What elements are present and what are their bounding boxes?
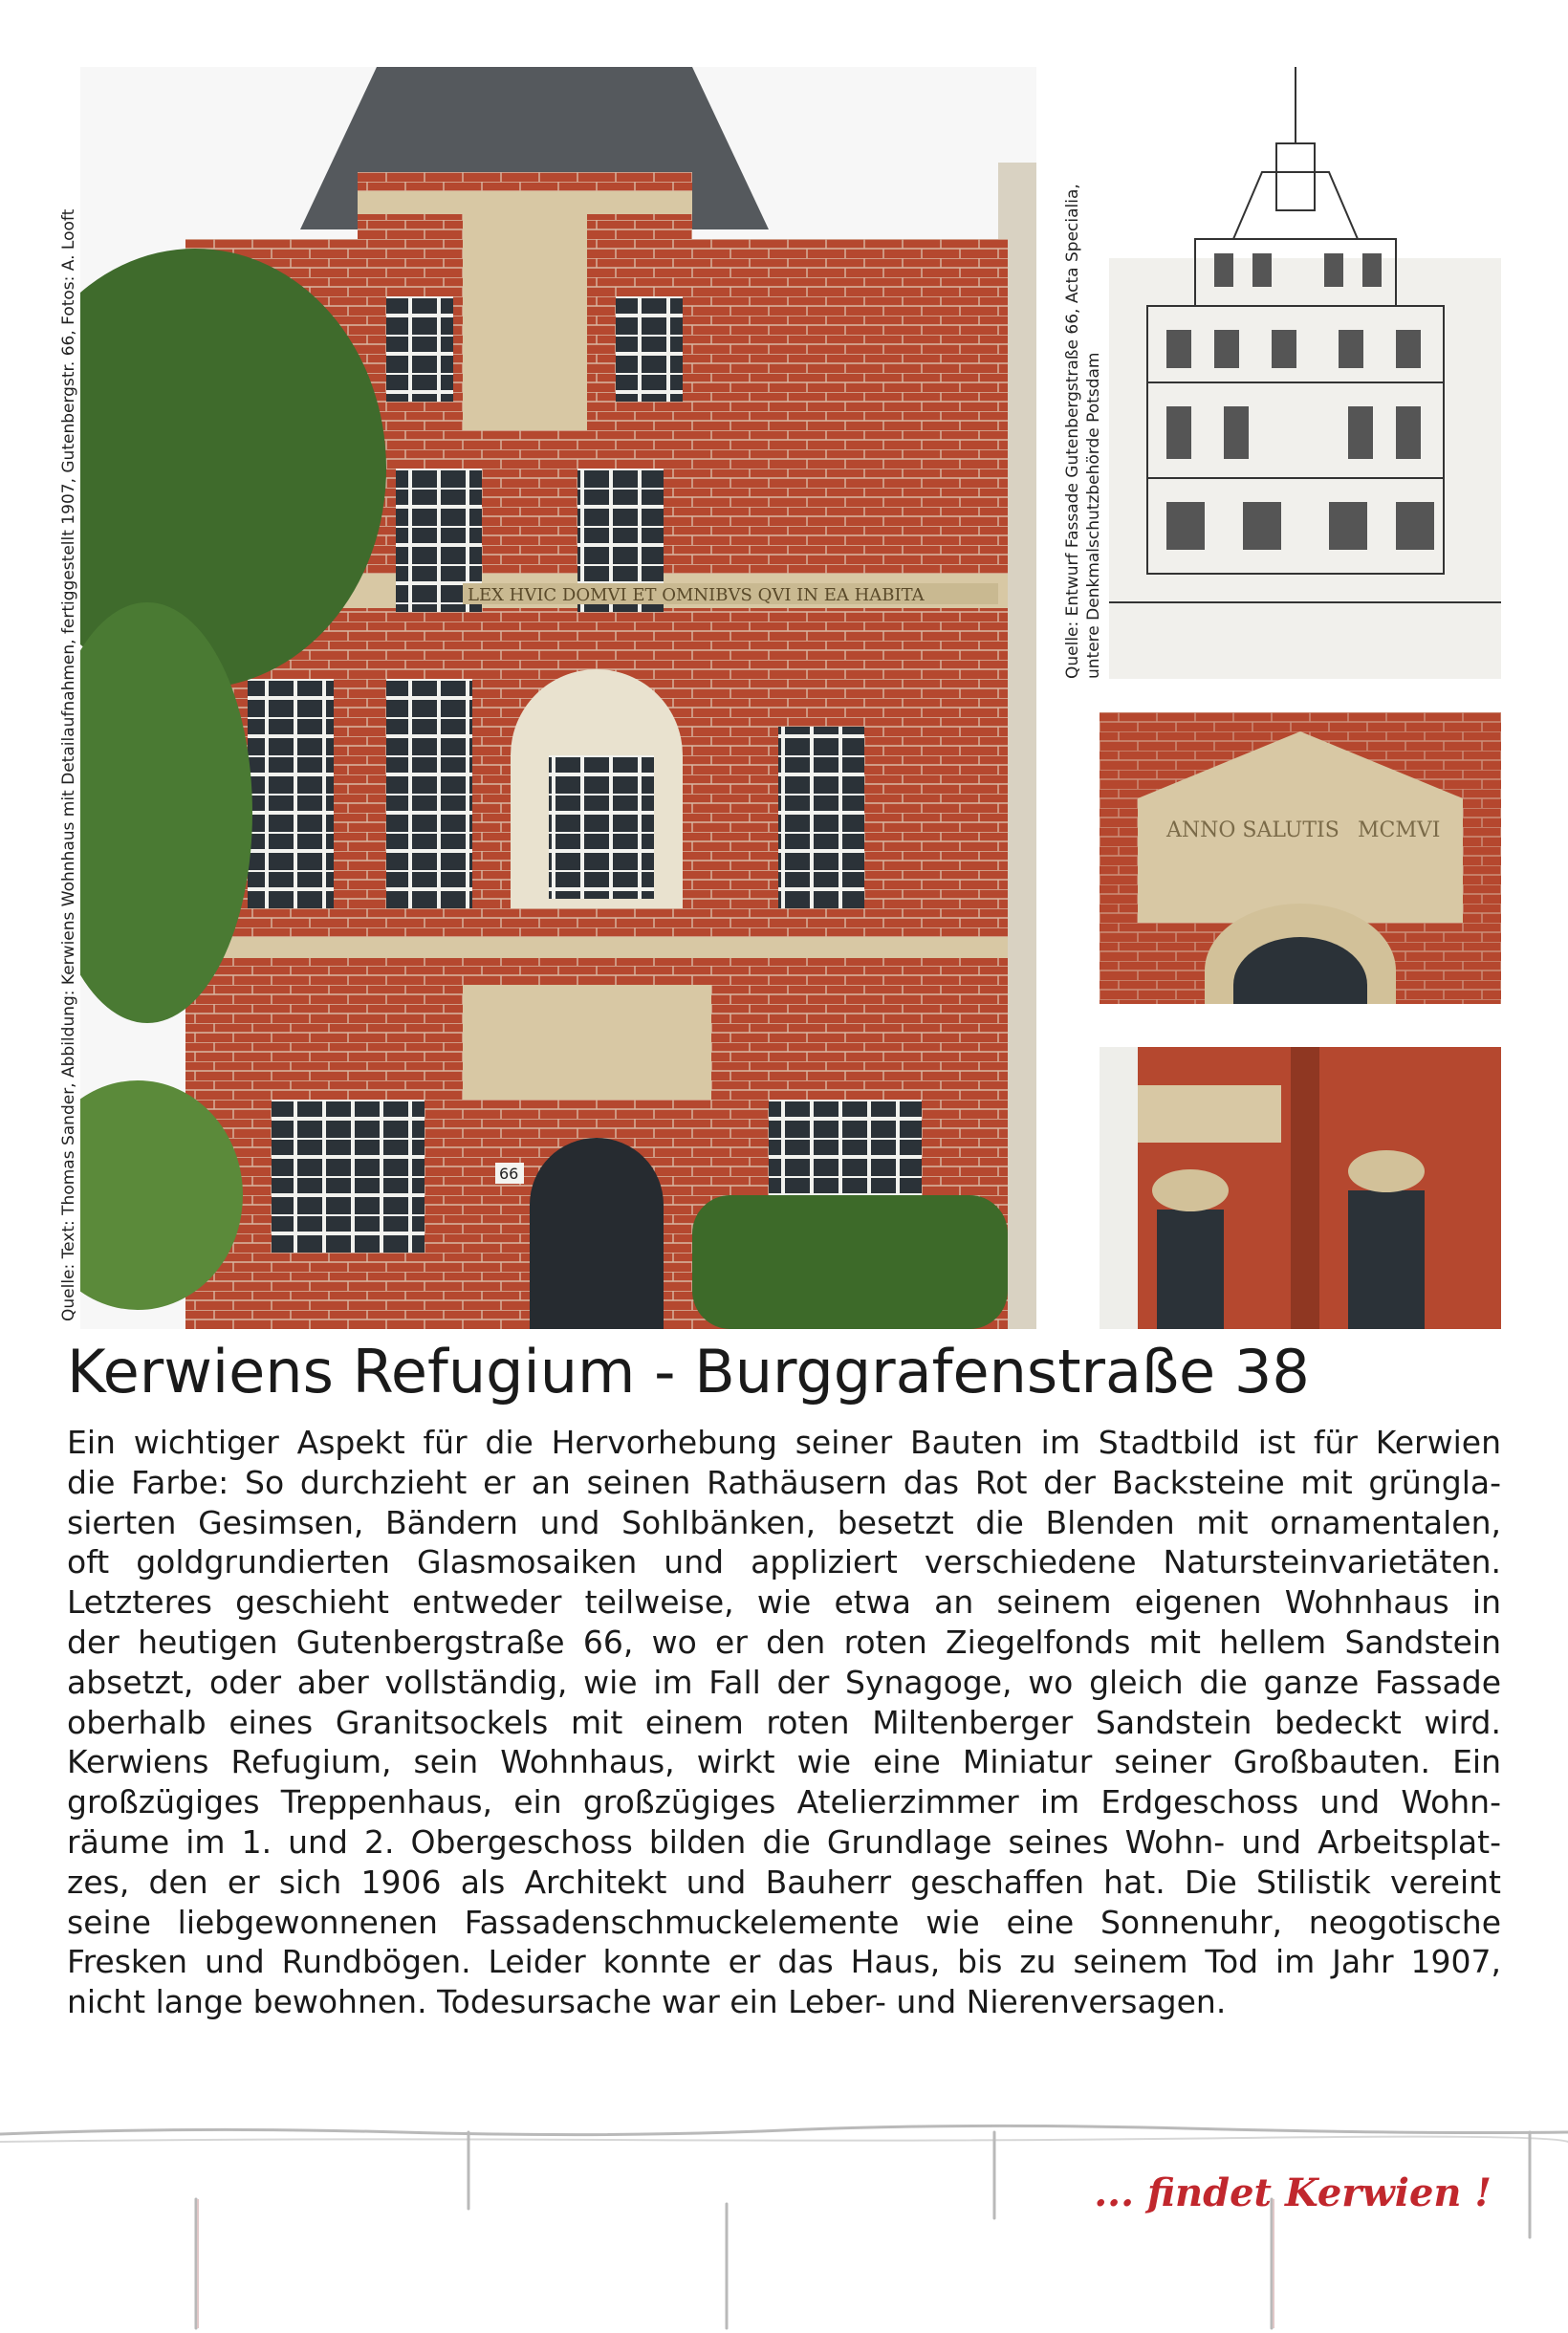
photo-credit-caption: Quelle: Text: Thomas Sander, Abbildung: Kerwiens Wohnhaus mit Detailaufnahmen, fertiggestellt 1907, Gutenbergstr. 66, Fotos: A. Looft (59, 208, 78, 1321)
body-line: räume im 1. und 2. Obergeschoss bilden die Grundlage seines Wohn- und Arbeitsplat- (67, 1822, 1501, 1861)
body-line: oberhalb eines Granitsockels mit einem roten Miltenberger Sandstein bedeckt wird. (67, 1703, 1501, 1741)
detail-inscription-right: MCMVI (1358, 818, 1441, 842)
body-line: oft goldgrundierten Glasmosaiken und appliziert verschiedene Natursteinvarietäten. (67, 1543, 1501, 1581)
body-line: zes, den er sich 1906 als Architekt und Bauherr geschaffen hat. Die Stilistik vereint (67, 1863, 1501, 1901)
portal-ornament-detail-photo (1100, 712, 1501, 1004)
body-line: seine liebgewonnenen Fassadenschmuckelemente wie eine Sonnenuhr, neogotische (67, 1903, 1501, 1941)
body-line: Fresken und Rundbögen. Leider konnte er das Haus, bis zu seinem Tod im Jahr 1907, (67, 1943, 1501, 1981)
body-line: Ein wichtiger Aspekt für die Hervorhebung seiner Bauten im Stadtbild ist für Kerwien (67, 1424, 1501, 1461)
body-line: nicht lange bewohnen. Todesursache war ein Leber- und Nierenversagen. (67, 1983, 1227, 2021)
drawing-source-caption-line2: untere Denkmalschutzbehörde Potsdam (1084, 352, 1103, 679)
body-text (67, 1423, 1501, 2022)
body-line: Kerwiens Refugium, sein Wohnhaus, wirkt wie eine Miniatur seiner Großbauten. Ein (67, 1743, 1501, 1781)
main-facade-photo (80, 67, 1036, 1329)
house-number-plate: 66 (499, 1165, 519, 1183)
detail-inscription-left: ANNO SALUTIS (1166, 818, 1339, 842)
footer-brick-strip (0, 2104, 1568, 2333)
signature-tagline: ... findet Kerwien ! (1094, 2170, 1492, 2215)
body-line: großzügiges Treppenhaus, ein großzügiges Atelierzimmer im Erdgeschoss und Wohn- (67, 1783, 1501, 1821)
cornice-detail-photo (1100, 1047, 1501, 1329)
body-line: sierten Gesimsen, Bändern und Sohlbänken, besetzt die Blenden mit ornamentalen, (67, 1503, 1501, 1541)
facade-drawing (1109, 67, 1501, 679)
body-line: Letzteres geschieht entweder teilweise, wie etwa an seinem eigenen Wohnhaus in (67, 1583, 1501, 1622)
body-line: die Farbe: So durchzieht er an seinen Rathäusern das Rot der Backsteine mit grüngla- (67, 1463, 1501, 1501)
drawing-source-caption: Quelle: Entwurf Fassade Gutenbergstraße 66, Acta Specialia, (1063, 184, 1082, 679)
body-line: absetzt, oder aber vollständig, wie im Fall der Synagoge, wo gleich die ganze Fassade (67, 1663, 1501, 1701)
page-title: Kerwiens Refugium - Burggrafenstraße 38 (67, 1337, 1310, 1406)
facade-frieze-inscription: LEX HVIC DOMVI ET OMNIBVS QVI IN EA HABITA (468, 585, 925, 605)
body-line: der heutigen Gutenbergstraße 66, wo er den roten Ziegelfonds mit hellem Sandstein (67, 1623, 1501, 1661)
